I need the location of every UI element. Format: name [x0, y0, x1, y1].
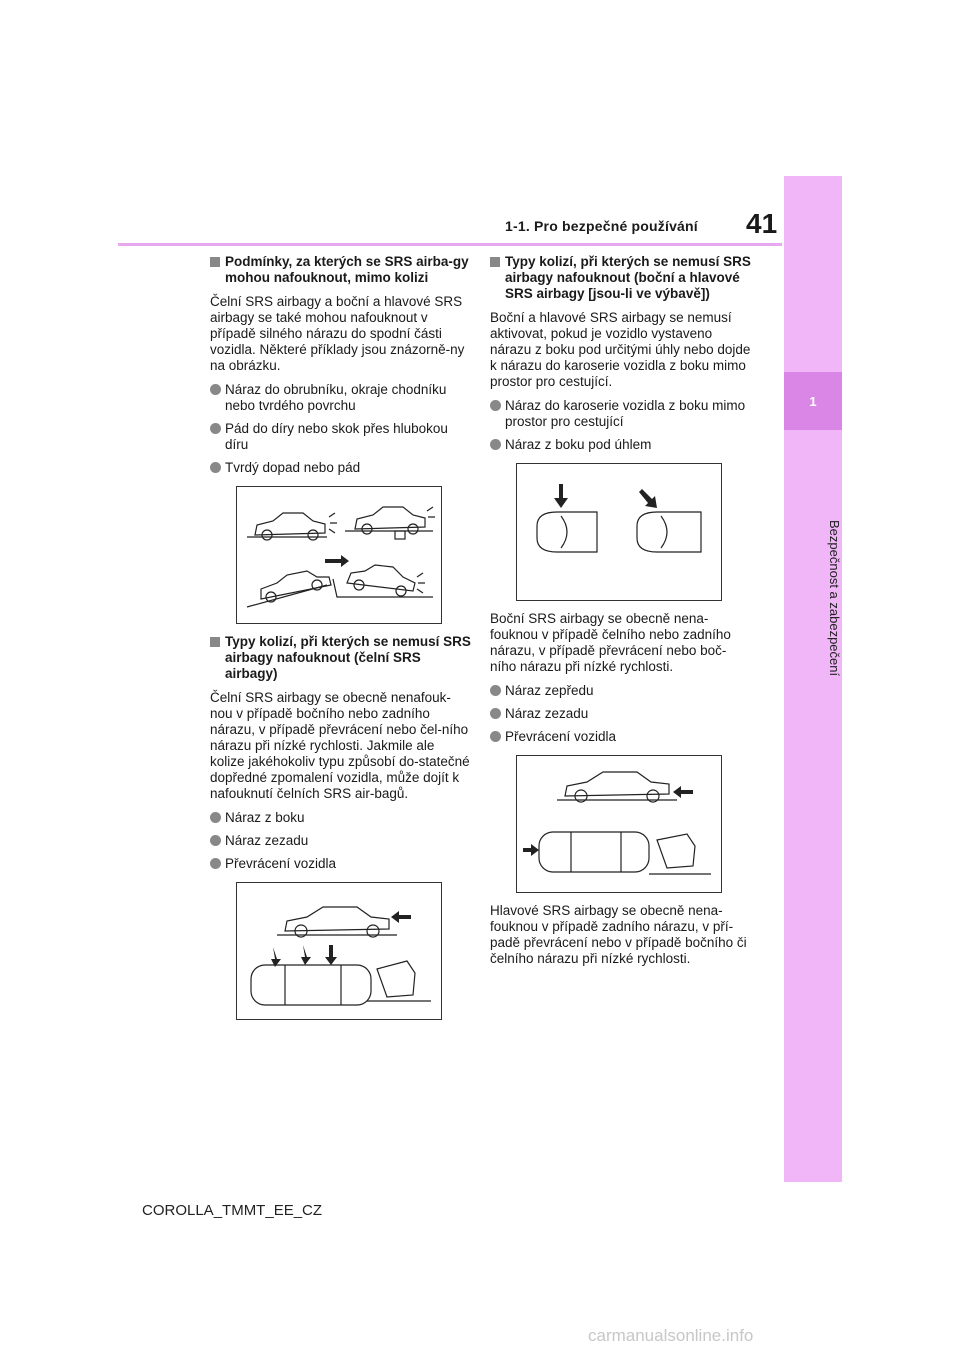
list-item: Náraz zezadu	[210, 833, 472, 849]
square-bullet-icon	[490, 257, 500, 267]
list-item: Převrácení vozidla	[490, 729, 752, 745]
list-item: Tvrdý dopad nebo pád	[210, 460, 472, 476]
paragraph: Čelní SRS airbagy a boční a hlavové SRS airbagy se také mohou nafouknout v případě silného nárazu do spodní části vozidla. Některé příklady jsou znázorně-ny na obrázku.	[210, 294, 465, 373]
round-bullet-icon	[210, 858, 221, 869]
round-bullet-icon	[210, 384, 221, 395]
figure-undercarriage-impact	[236, 486, 442, 624]
page-number: 41	[746, 208, 778, 239]
round-bullet-icon	[210, 423, 221, 434]
round-bullet-icon	[490, 439, 501, 450]
chapter-number-tab[interactable]: 1	[784, 372, 842, 430]
section-heading	[210, 254, 472, 286]
section-heading	[210, 634, 472, 682]
list-item: Náraz zepředu	[490, 683, 752, 699]
square-bullet-icon	[210, 637, 220, 647]
list-item: Převrácení vozidla	[210, 856, 472, 872]
round-bullet-icon	[210, 812, 221, 823]
watermark: carmanualsonline.info	[588, 1326, 754, 1345]
list-item: Pád do díry nebo skok přes hlubokou díru	[210, 421, 472, 453]
paragraph: Boční SRS airbagy se obecně nena-fouknou v případě čelního nebo zadního nárazu, v případě převrácení nebo boč-ního nárazu při nízké rychlosti.	[490, 611, 731, 674]
paragraph: Boční a hlavové SRS airbagy se nemusí aktivovat, pokud je vozidlo vystaveno nárazu z boku pod určitými úhly nebo dojde k nárazu do karoserie vozidla z boku mimo prostor pro cestující.	[490, 310, 751, 389]
round-bullet-icon	[490, 708, 501, 719]
list-item: Náraz z boku	[210, 810, 472, 826]
list-item: Náraz do karoserie vozidla z boku mimo prostor pro cestující	[490, 398, 752, 430]
figure-side-airbag-no-deploy	[516, 755, 722, 893]
right-column	[490, 254, 752, 975]
section-heading	[490, 254, 752, 302]
square-bullet-icon	[210, 257, 220, 267]
document-code: COROLLA_TMMT_EE_CZ	[142, 1202, 323, 1219]
car-impact-illustration	[237, 487, 441, 623]
list-item: Náraz zezadu	[490, 706, 752, 722]
round-bullet-icon	[490, 731, 501, 742]
paragraph: Hlavové SRS airbagy se obecně nena-fouknou v případě zadního nárazu, v pří-padě převrácení nebo v případě bočního či čelního nárazu při nízké rychlosti.	[490, 903, 747, 966]
header-rule	[118, 243, 782, 246]
round-bullet-icon	[210, 835, 221, 846]
heading-text: Typy kolizí, při kterých se nemusí SRS airbagy nafouknout (čelní SRS airbagy)	[225, 634, 471, 681]
car-collision-types-illustration	[237, 883, 441, 1019]
round-bullet-icon	[210, 462, 221, 473]
figure-side-impact-angles	[516, 463, 722, 601]
list-item: Náraz z boku pod úhlem	[490, 437, 752, 453]
left-column	[210, 254, 472, 1030]
section-title: 1-1. Pro bezpečné používání	[505, 218, 698, 234]
heading-text: Podmínky, za kterých se SRS airba-gy mohou nafouknout, mimo kolizi	[225, 254, 469, 285]
round-bullet-icon	[490, 685, 501, 696]
chapter-label: Bezpečnost a zabezpečení	[827, 519, 842, 677]
list-item: Náraz do obrubníku, okraje chodníku nebo tvrdého povrchu	[210, 382, 472, 414]
car-side-impact-illustration	[517, 464, 721, 600]
figure-frontal-airbag-no-deploy	[236, 882, 442, 1020]
car-collision-types-illustration	[517, 756, 721, 892]
paragraph: Čelní SRS airbagy se obecně nenafouk-nou v případě bočního nebo zadního nárazu, v případě převrácení nebo čel-ního nárazu při nízké rychlosti. Jakmile ale kolize jakéhokoliv typu způsobí do-statečné dopředné zpomalení vozidla, může dojít k nafouknutí čelních SRS air-bagů.	[210, 690, 470, 801]
round-bullet-icon	[490, 400, 501, 411]
heading-text: Typy kolizí, při kterých se nemusí SRS airbagy nafouknout (boční a hlavové SRS airbagy [jsou-li ve výbavě])	[505, 254, 751, 301]
